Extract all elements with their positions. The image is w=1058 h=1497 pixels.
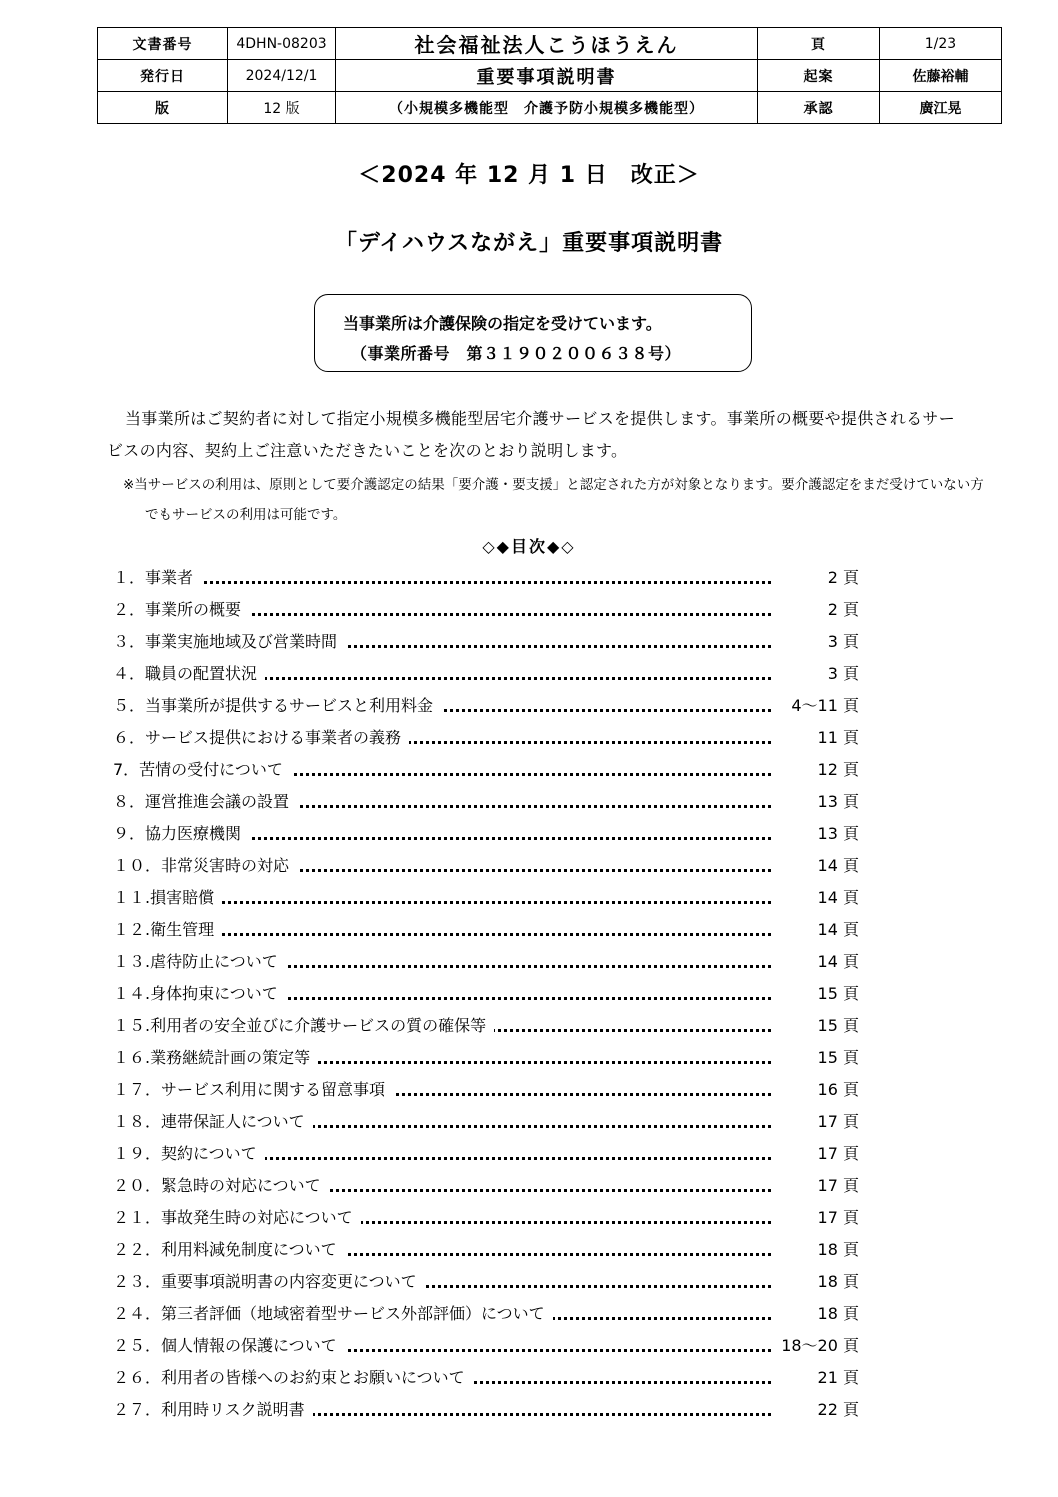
toc-item-label: １８．連帯保証人について [113, 1106, 313, 1138]
edition-value: 12 版 [228, 92, 336, 124]
page-label: 頁 [758, 28, 880, 60]
toc-item-label: ８．運営推進会議の設置 [113, 786, 297, 818]
toc-item-page: 15 頁 [773, 1010, 859, 1042]
toc-item-label: １２.衛生管理 [113, 914, 222, 946]
document-header-table [97, 27, 1002, 124]
toc-item-label: １５.利用者の安全並びに介護サービスの質の確保等 [113, 1010, 494, 1042]
toc-item[interactable] [113, 1234, 873, 1266]
toc-item-page: 12 頁 [773, 754, 859, 786]
toc-item-label: １．事業者 [113, 562, 201, 594]
eligibility-note: ※当サービスの利用は、原則として要介護認定の結果「要介護・要支援」と認定された方が対象となります。要介護認定をまだ受けていない方でもサービスの利用は可能です。 [123, 477, 984, 523]
toc-item-page: 17 頁 [773, 1202, 859, 1234]
drafter-name: 佐藤裕輔 [880, 60, 1002, 92]
toc-item[interactable] [113, 1330, 873, 1362]
toc-item-label: ９．協力医療機関 [113, 818, 249, 850]
leader-dots [113, 581, 813, 584]
toc-item[interactable] [113, 1074, 873, 1106]
toc-item-page: 18 頁 [773, 1298, 859, 1330]
toc-item[interactable] [113, 1298, 873, 1330]
drafter-label: 起案 [758, 60, 880, 92]
toc-item-label: １４.身体拘束について [113, 978, 286, 1010]
toc-item[interactable] [113, 594, 873, 626]
approver-label: 承認 [758, 92, 880, 124]
toc-item[interactable] [113, 786, 873, 818]
table-of-contents [113, 562, 873, 1426]
organization-name: 社会福祉法人こうほうえん [336, 28, 758, 60]
toc-item[interactable] [113, 946, 873, 978]
toc-item-label: ２３．重要事項説明書の内容変更について [113, 1266, 425, 1298]
toc-item-page: 14 頁 [773, 882, 859, 914]
toc-item-label: 7．苦情の受付について [113, 754, 291, 786]
toc-item[interactable] [113, 626, 873, 658]
toc-item[interactable] [113, 658, 873, 690]
edition-label: 版 [98, 92, 228, 124]
toc-item-label: １６.業務継続計画の策定等 [113, 1042, 318, 1074]
toc-item-page: 17 頁 [773, 1106, 859, 1138]
toc-item-label: ２１．事故発生時の対応について [113, 1202, 361, 1234]
office-number-line: （事業所番号 第３１９０２００６３８号） [351, 344, 682, 363]
toc-item-page: 14 頁 [773, 946, 859, 978]
toc-item-page: 18 頁 [773, 1266, 859, 1298]
toc-item-label: ２６．利用者の皆様へのお約束とお願いについて [113, 1362, 473, 1394]
toc-item-label: ２．事業所の概要 [113, 594, 249, 626]
toc-item-label: ２０．緊急時の対応について [113, 1170, 329, 1202]
toc-item[interactable] [113, 1042, 873, 1074]
toc-item-page: 18～20 頁 [773, 1330, 859, 1362]
toc-item[interactable] [113, 1202, 873, 1234]
doc-number: 4DHN-08203 [228, 28, 336, 60]
toc-item-label: ３．事業実施地域及び営業時間 [113, 626, 345, 658]
toc-item[interactable] [113, 1394, 873, 1426]
page-title: 「デイハウスながえ」重要事項説明書 [334, 231, 724, 256]
toc-item[interactable] [113, 1170, 873, 1202]
page-number: 1/23 [880, 28, 1002, 60]
toc-item-page: 17 頁 [773, 1170, 859, 1202]
toc-item-page: 22 頁 [773, 1394, 859, 1426]
toc-item-page: 2 頁 [773, 594, 859, 626]
designation-notice-box [314, 294, 752, 372]
toc-item-page: 11 頁 [773, 722, 859, 754]
toc-item-page: 13 頁 [773, 786, 859, 818]
toc-item[interactable] [113, 722, 873, 754]
revision-date: ＜2024 年 12 月 1 日 改正＞ [358, 163, 700, 188]
toc-item-label: ６．サービス提供における事業者の義務 [113, 722, 409, 754]
doc-number-label: 文書番号 [98, 28, 228, 60]
toc-item[interactable] [113, 850, 873, 882]
document-name: 重要事項説明書 [336, 60, 758, 92]
toc-item-page: 14 頁 [773, 914, 859, 946]
toc-item[interactable] [113, 882, 873, 914]
toc-item[interactable] [113, 690, 873, 722]
toc-item-page: 16 頁 [773, 1074, 859, 1106]
toc-item[interactable] [113, 754, 873, 786]
toc-item-label: １０．非常災害時の対応 [113, 850, 297, 882]
toc-item-label: ２７．利用時リスク説明書 [113, 1394, 313, 1426]
document-subtitle: （小規模多機能型 介護予防小規模多機能型） [336, 92, 758, 124]
toc-item[interactable] [113, 914, 873, 946]
toc-item[interactable] [113, 562, 873, 594]
toc-item-label: ２５．個人情報の保護について [113, 1330, 345, 1362]
designation-notice-line1: 当事業所は介護保険の指定を受けています。 [343, 314, 662, 333]
toc-item-page: 14 頁 [773, 850, 859, 882]
approver-name: 廣江晃 [880, 92, 1002, 124]
toc-item-label: １７．サービス利用に関する留意事項 [113, 1074, 393, 1106]
toc-item-page: 21 頁 [773, 1362, 859, 1394]
toc-item-label: ２２．利用料減免制度について [113, 1234, 345, 1266]
toc-item-page: 17 頁 [773, 1138, 859, 1170]
toc-item-page: 13 頁 [773, 818, 859, 850]
toc-heading: ◇◆目次◆◇ [482, 537, 576, 556]
toc-item-page: 18 頁 [773, 1234, 859, 1266]
toc-item[interactable] [113, 818, 873, 850]
intro-paragraph: 当事業所はご契約者に対して指定小規模多機能型居宅介護サービスを提供します。事業所の概要や提供されるサービスの内容、契約上ご注意いただきたいことを次のとおり説明します。 [107, 409, 956, 460]
toc-item-label: １９．契約について [113, 1138, 265, 1170]
toc-item[interactable] [113, 978, 873, 1010]
toc-item-page: 3 頁 [773, 658, 859, 690]
toc-item-label: １３.虐待防止について [113, 946, 286, 978]
toc-item-page: 15 頁 [773, 978, 859, 1010]
toc-item-page: 3 頁 [773, 626, 859, 658]
toc-item[interactable] [113, 1010, 873, 1042]
toc-item[interactable] [113, 1362, 873, 1394]
issue-date-label: 発行日 [98, 60, 228, 92]
toc-item-page: 4～11 頁 [773, 690, 859, 722]
issue-date: 2024/12/1 [228, 60, 336, 92]
toc-item[interactable] [113, 1266, 873, 1298]
toc-item-page: 15 頁 [773, 1042, 859, 1074]
toc-item-label: ５．当事業所が提供するサービスと利用料金 [113, 690, 441, 722]
toc-item-label: ４．職員の配置状況 [113, 658, 265, 690]
toc-item[interactable] [113, 1106, 873, 1138]
toc-item-page: 2 頁 [773, 562, 859, 594]
toc-item-label: １１.損害賠償 [113, 882, 222, 914]
toc-item-label: ２４．第三者評価（地域密着型サービス外部評価）について [113, 1298, 553, 1330]
toc-item[interactable] [113, 1138, 873, 1170]
